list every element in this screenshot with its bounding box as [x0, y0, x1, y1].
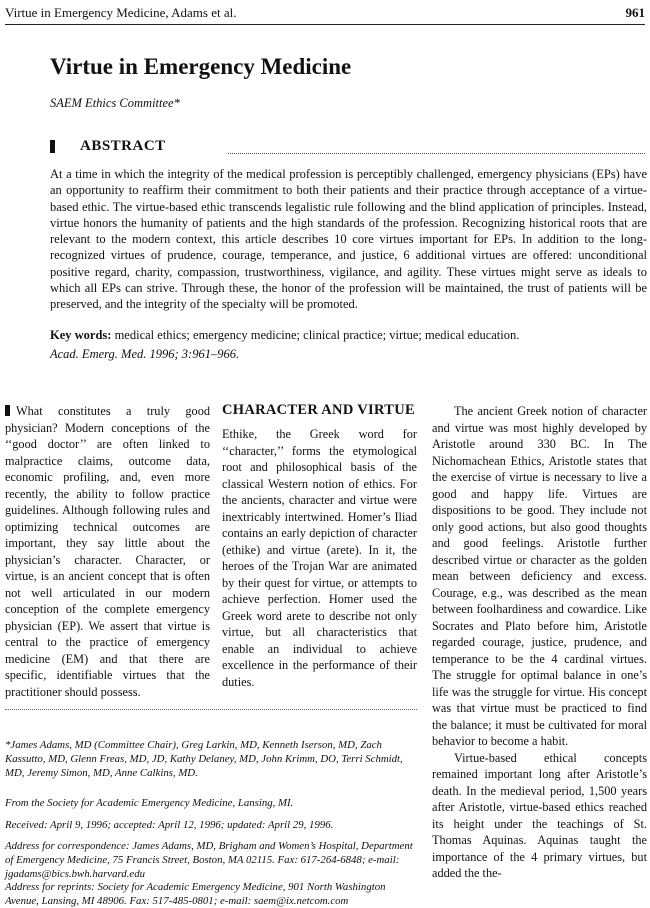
- abstract-label: ABSTRACT: [80, 138, 166, 154]
- keywords-list: medical ethics; emergency medicine; clinical practice; virtue; medical education.: [114, 328, 520, 342]
- footnote-correspondence: Address for correspondence: James Adams, MD, Brigham and Women’s Hospital, Department of Emergency Medicine, 75 Francis Street, Boston, MA 02115. Fax: 617-264-6848; e-mail: jgadams@bics.bwh.harvard.edu: [5, 840, 413, 881]
- body-column-3: [432, 403, 647, 882]
- section-heading: CHARACTER AND VIRTUE: [222, 402, 415, 418]
- footnote-reprints: Address for reprints: Society for Academic Emergency Medicine, 901 North Washington Avenue, Lansing, MI 48906. Fax: 517-485-0801; e-mail: saem@ix.netcom.com: [5, 881, 386, 908]
- running-title: Virtue in Emergency Medicine, Adams et al.: [5, 5, 237, 20]
- footnote-committee: *James Adams, MD (Committee Chair), Greg Larkin, MD, Kenneth Iserson, MD, Zach Kassutto, MD, Glenn Freas, MD, JD, Kathy Delaney, MD, John Krimm, DO, Terri Schmidt, MD, Jeremy Simon, MD, Anne Calkins, MD.: [5, 739, 403, 780]
- body-column-2: [222, 426, 417, 690]
- footnote-from: From the Society for Academic Emergency Medicine, Lansing, MI.: [5, 797, 294, 809]
- intro-paragraph: What constitutes a truly good physician? Modern conceptions of the ‘‘good doctor’’ are often linked to malpractice claims, outcome data, economic profiling, and, even more recently, the ability to follow practice guidelines. Although following rules and optimizing technical outcomes are important, they say little about the physician’s character. Character, or virtue, is an ancient concept that is often not well articulated in our modern conception of the complete emergency physician (EP). We assert that virtue is central to the practice of emergency medicine (EM) and that there are specific, identifiable virtues that the practitioner should possess.: [5, 404, 210, 699]
- paragraph-marker-icon: [5, 405, 10, 416]
- aristotle-paragraph: The ancient Greek notion of character and virtue was most highly developed by Aristotle around 330 BC. In The Nichomachean Ethics, Aristotle states that the exercise of virtue is necessary to live a good and happy life. Virtues are dispositions to be good. They include not only good actions, but also good thoughts and good feelings. Aristotle further described virtue or character as the golden mean between deficiency and excess. Courage, e.g., was described as the mean between foolhardiness and cowardice. Like Socrates and Plato before him, Aristotle regarded courage, justice, prudence, and temperance to be the 4 cardinal virtues. The struggle for optimal balance in one’s life was the struggle for virtue. His concept was that virtue must be practiced to find the balance; it must be cultivated for moral behavior to become a habit.: [432, 404, 647, 748]
- citation: [50, 346, 239, 362]
- citation-text: Acad. Emerg. Med. 1996; 3:961–966.: [50, 347, 240, 361]
- footnote-divider: [5, 709, 417, 710]
- body-column-1: [5, 403, 210, 700]
- article-byline: SAEM Ethics Committee*: [50, 96, 180, 110]
- abstract-heading: [50, 138, 645, 158]
- aquinas-paragraph: Virtue-based ethical concepts remained important long after Aristotle’s death. In the medieval period, 1,500 years after Aristotle, virtue-based ethics reached its height under the teachings of St. Thomas Aquinas. Aquinas taught the importance of the 4 primary virtues, but added the the-: [432, 750, 647, 880]
- footnote-received: Received: April 9, 1996; accepted: April 12, 1996; updated: April 29, 1996.: [5, 819, 334, 831]
- page-number: 961: [625, 5, 645, 20]
- abstract-text: At a time in which the integrity of the medical profession is perceptibly challenged, emergency physicians (EPs) have an opportunity to reaffirm their commitment to both their patients and their practice through acceptance of a virtue-based ethic. The virtue-based ethic transcends legalistic rule following and the blind application of principles. Instead, virtue honors the humanity of patients and the high standards of the profession. Recognizing historical roots that are relevant to the modern context, this article describes 10 core virtues important for EPs. In addition to the long-recognized virtues of prudence, courage, temperance, and justice, 6 additional virtues are offered: unconditional positive regard, charity, compassion, trustworthiness, vigilance, and agility. These virtues might serve as ideals to which all EPs can strive. Through these, the honor of the profession will be maintained, the trust of patients will be preserved, and the integrity of the specialty will be promoted.: [50, 167, 647, 311]
- keywords-label: Key words:: [50, 328, 112, 342]
- character-paragraph: Ethike, the Greek word for ‘‘character,’’ forms the etymological root and philosophical basis of the classical Western notion of ethics. For the ancients, character and virtue were inextricably intertwined. Homer’s Iliad contains an early depiction of character (ethike) and virtue (arete). In it, the heroes of the Trojan War are animated by their quest for virtue, or attempts to achieve perfection. Homer used the Greek word arete to describe not only virtue, but all characteristics that enable an individual to achieve excellence in the performance of their duties.: [222, 427, 417, 689]
- keywords: [50, 327, 647, 343]
- dotted-divider: [228, 153, 645, 154]
- article-title: Virtue in Emergency Medicine: [50, 54, 352, 79]
- section-marker-icon: [50, 140, 55, 153]
- running-header: [5, 2, 645, 25]
